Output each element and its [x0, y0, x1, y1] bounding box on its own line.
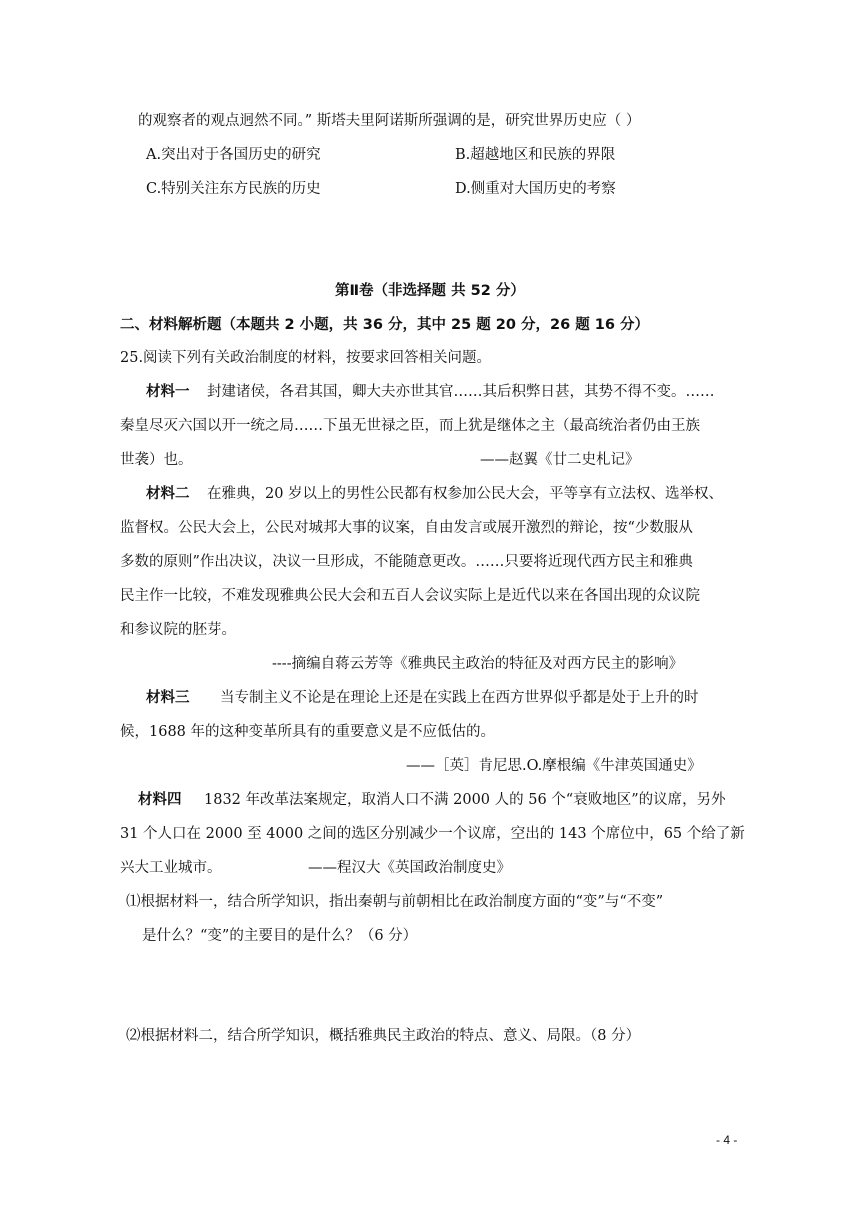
material1-line2: 秦皇尽灭六国以开一统之局……下虽无世禄之臣，而上犹是继体之主（最高统治者仍由王族 — [120, 418, 700, 434]
subquestion1-line1: ⑴根据材料一，结合所学知识，指出秦朝与前朝相比在政治制度方面的“变”与“不变” — [126, 894, 664, 910]
material4-source: ——程汉大《英国政治制度史》 — [308, 860, 511, 876]
material3-line2: 候，1688 年的这种变革所具有的重要意义是不应低估的。 — [120, 724, 496, 740]
subquestion1-line2: 是什么？“变”的主要目的是什么？（6 分） — [142, 928, 418, 944]
q24-option-a: A.突出对于各国历史的研究 — [146, 147, 321, 163]
material2-line1: 在雅典，20 岁以上的男性公民都有权参加公民大会，平等享有立法权、选举权、 — [207, 486, 724, 502]
material1-label: 材料一 — [146, 384, 190, 400]
page-number: - 4 - — [716, 1133, 738, 1147]
q25-intro: 25.阅读下列有关政治制度的材料，按要求回答相关问题。 — [120, 350, 492, 366]
material3-label: 材料三 — [146, 690, 190, 706]
material4-line3: 兴大工业城市。 — [120, 860, 222, 876]
material2-source: ----摘编自蒋云芳等《雅典民主政治的特征及对西方民主的影响》 — [272, 656, 684, 672]
q24-option-d: D.侧重对大国历史的考察 — [455, 181, 616, 197]
section-heading: 二、材料解析题（本题共 2 小题，共 36 分，其中 25 题 20 分，26 题 16 分） — [120, 317, 650, 333]
q24-stem: 的观察者的观点迥然不同。” 斯塔夫里阿诺斯所强调的是，研究世界历史应（ ） — [138, 113, 641, 129]
material1-source: ——赵翼《廿二史札记》 — [480, 452, 640, 468]
material3-line1: 当专制主义不论是在理论上还是在实践上在西方世界似乎都是处于上升的时 — [220, 690, 699, 706]
material4-label: 材料四 — [138, 792, 182, 808]
material2-line5: 和参议院的胚芽。 — [120, 622, 236, 638]
material3-source: ——［英］肯尼思.O.摩根编《牛津英国通史》 — [406, 758, 702, 774]
q24-option-b: B.超越地区和民族的界限 — [455, 147, 616, 163]
material4-line2: 31 个人口在 2000 至 4000 之间的选区分别减少一个议席，空出的 143 个席位中，65 个给了新 — [120, 826, 745, 842]
material2-label: 材料二 — [146, 486, 190, 502]
q24-option-c: C.特别关注东方民族的历史 — [146, 181, 321, 197]
material2-line4: 民主作一比较，不难发现雅典公民大会和五百人会议实际上是近代以来在各国出现的众议院 — [120, 588, 700, 604]
material2-line2: 监督权。公民大会上，公民对城邦大事的议案，自由发言或展开激烈的辩论，按“少数服从 — [120, 520, 693, 536]
material1-line3: 世袭）也。 — [120, 452, 193, 468]
material4-line1: 1832 年改革法案规定，取消人口不满 2000 人的 56 个“衰败地区”的议席，另外 — [204, 792, 726, 808]
material2-line3: 多数的原则”作出决议，决议一旦形成，不能随意更改。……只要将近现代西方民主和雅典 — [120, 554, 693, 570]
part2-title: 第Ⅱ卷（非选择题 共 52 分） — [335, 283, 525, 299]
material1-line1: 封建诸侯，各君其国，卿大夫亦世其官……其后积弊日甚，其势不得不变。…… — [207, 384, 715, 400]
subquestion2: ⑵根据材料二，结合所学知识，概括雅典民主政治的特点、意义、局限。（8 分） — [126, 1028, 641, 1044]
